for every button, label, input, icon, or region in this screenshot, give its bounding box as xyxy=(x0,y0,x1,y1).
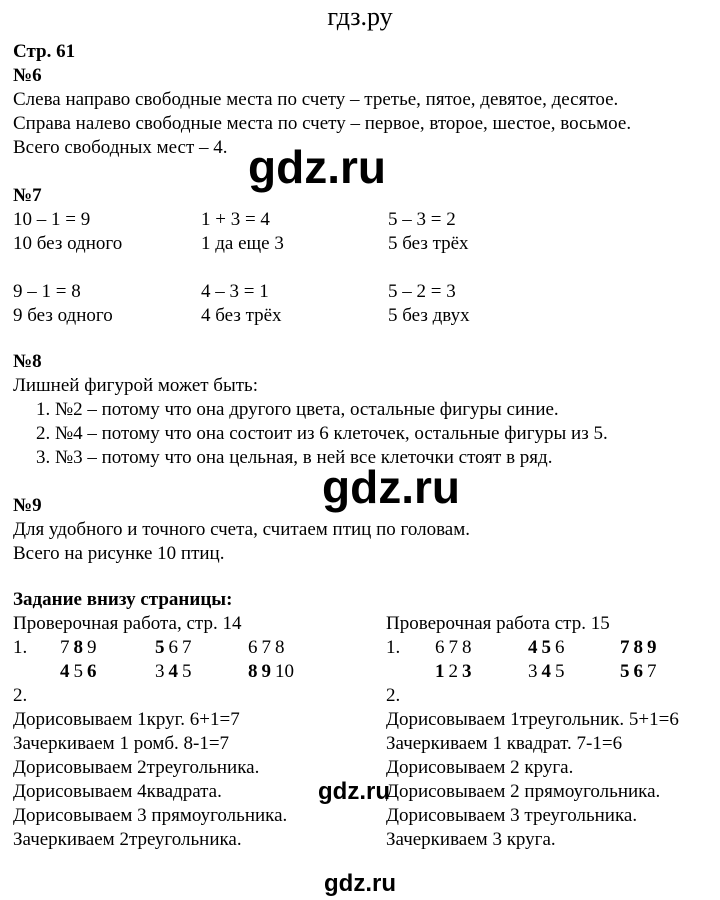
left-digit-group-top xyxy=(155,636,196,660)
right-digit-group-bottom xyxy=(435,660,476,684)
digit: 6 xyxy=(633,661,643,682)
digit: 5 xyxy=(73,661,83,682)
digit: 4 xyxy=(168,661,178,682)
task7-title: №7 xyxy=(13,185,42,206)
left-heading: Проверочная работа, стр. 14 xyxy=(13,613,242,634)
right-label-1: 1. xyxy=(386,637,401,658)
task6-line-3: Всего свободных мест – 4. xyxy=(13,137,228,158)
watermark: gdz.ru xyxy=(322,461,460,513)
digit: 7 xyxy=(182,637,192,658)
right-line: Дорисовываем 1треугольник. 5+1=6 xyxy=(386,709,679,730)
digit: 3 xyxy=(528,661,538,682)
task7-text: 1 да еще 3 xyxy=(201,233,284,254)
task6-title: №6 xyxy=(13,65,42,86)
digit: 7 xyxy=(620,637,630,658)
right-line: Дорисовываем 2 прямоугольника. xyxy=(386,781,661,802)
right-digit-group-bottom xyxy=(528,660,569,684)
digit: 4 xyxy=(60,661,70,682)
digit: 5 xyxy=(155,637,165,658)
task7-text: 5 без трёх xyxy=(388,233,469,254)
left-line: Дорисовываем 3 прямоугольника. xyxy=(13,805,288,826)
task7-eq: 1 + 3 = 4 xyxy=(201,209,270,230)
left-digit-group-bottom xyxy=(155,660,196,684)
digit: 8 xyxy=(73,637,83,658)
digit: 8 xyxy=(275,637,285,658)
watermark: gdz.ru xyxy=(248,141,386,193)
right-digit-group-top xyxy=(528,636,569,660)
task7-text: 10 без одного xyxy=(13,233,123,254)
bottom-task-title: Задание внизу страницы: xyxy=(13,589,233,610)
right-line: Дорисовываем 2 круга. xyxy=(386,757,574,778)
digit: 10 xyxy=(275,661,294,682)
task7-eq: 4 – 3 = 1 xyxy=(201,281,269,302)
watermark: gdz.ru xyxy=(318,778,390,805)
left-line: Зачеркиваем 2треугольника. xyxy=(13,829,242,850)
task8-intro: Лишней фигурой может быть: xyxy=(13,375,258,396)
task7-eq: 9 – 1 = 8 xyxy=(13,281,81,302)
task7-text: 4 без трёх xyxy=(201,305,282,326)
site-header: гдз.ру xyxy=(327,2,393,31)
task8-item: 3. №3 – потому что она цельная, в ней все клеточки стоят в ряд. xyxy=(36,447,553,468)
left-line: Дорисовываем 2треугольника. xyxy=(13,757,260,778)
right-label-2: 2. xyxy=(386,685,401,706)
right-digit-group-bottom xyxy=(620,660,661,684)
left-label-2: 2. xyxy=(13,685,28,706)
task7-eq: 5 – 2 = 3 xyxy=(388,281,456,302)
digit: 7 xyxy=(60,637,70,658)
left-digit-group-bottom xyxy=(248,660,298,684)
right-line: Зачеркиваем 3 круга. xyxy=(386,829,556,850)
right-heading: Проверочная работа стр. 15 xyxy=(386,613,610,634)
digit: 7 xyxy=(261,637,271,658)
task9-title: №9 xyxy=(13,495,42,516)
task6-line-2: Справа налево свободные места по счету – первое, второе, шестое, восьмое. xyxy=(13,113,632,134)
task9-line-2: Всего на рисунке 10 птиц. xyxy=(13,543,225,564)
digit: 3 xyxy=(462,661,472,682)
digit: 9 xyxy=(647,637,657,658)
digit: 9 xyxy=(87,637,97,658)
digit: 8 xyxy=(248,661,258,682)
left-line: Зачеркиваем 1 ромб. 8-1=7 xyxy=(13,733,230,754)
right-digit-group-top xyxy=(620,636,661,660)
digit: 7 xyxy=(647,661,657,682)
site-footer: gdz.ru xyxy=(324,870,396,897)
digit: 6 xyxy=(168,637,178,658)
task8-item: 2. №4 – потому что она состоит из 6 клеточек, остальные фигуры из 5. xyxy=(36,423,608,444)
right-line: Зачеркиваем 1 квадрат. 7-1=6 xyxy=(386,733,623,754)
task8-item: 1. №2 – потому что она другого цвета, остальные фигуры синие. xyxy=(36,399,559,420)
digit: 7 xyxy=(448,637,458,658)
right-digit-group-top xyxy=(435,636,476,660)
left-label-1: 1. xyxy=(13,637,28,658)
task7-text: 9 без одного xyxy=(13,305,113,326)
task8-title: №8 xyxy=(13,351,42,372)
digit: 5 xyxy=(182,661,192,682)
task7-eq: 10 – 1 = 9 xyxy=(13,209,91,230)
digit: 6 xyxy=(248,637,258,658)
page-ref: Стр. 61 xyxy=(13,41,76,62)
digit: 4 xyxy=(541,661,551,682)
digit: 8 xyxy=(633,637,643,658)
digit: 9 xyxy=(261,661,271,682)
left-line: Дорисовываем 4квадрата. xyxy=(13,781,222,802)
digit: 5 xyxy=(555,661,565,682)
digit: 5 xyxy=(541,637,551,658)
digit: 5 xyxy=(620,661,630,682)
digit: 3 xyxy=(155,661,165,682)
digit: 1 xyxy=(435,661,445,682)
task9-line-1: Для удобного и точного счета, считаем птиц по головам. xyxy=(13,519,470,540)
task7-eq: 5 – 3 = 2 xyxy=(388,209,456,230)
task6-line-1: Слева направо свободные места по счету – третье, пятое, девятое, десятое. xyxy=(13,89,619,110)
right-line: Дорисовываем 3 треугольника. xyxy=(386,805,638,826)
left-digit-group-bottom xyxy=(60,660,101,684)
left-line: Дорисовываем 1круг. 6+1=7 xyxy=(13,709,240,730)
digit: 4 xyxy=(528,637,538,658)
left-digit-group-top xyxy=(248,636,289,660)
task7-text: 5 без двух xyxy=(388,305,470,326)
digit: 2 xyxy=(448,661,458,682)
digit: 6 xyxy=(435,637,445,658)
left-digit-group-top xyxy=(60,636,101,660)
digit: 6 xyxy=(555,637,565,658)
digit: 8 xyxy=(462,637,472,658)
digit: 6 xyxy=(87,661,97,682)
